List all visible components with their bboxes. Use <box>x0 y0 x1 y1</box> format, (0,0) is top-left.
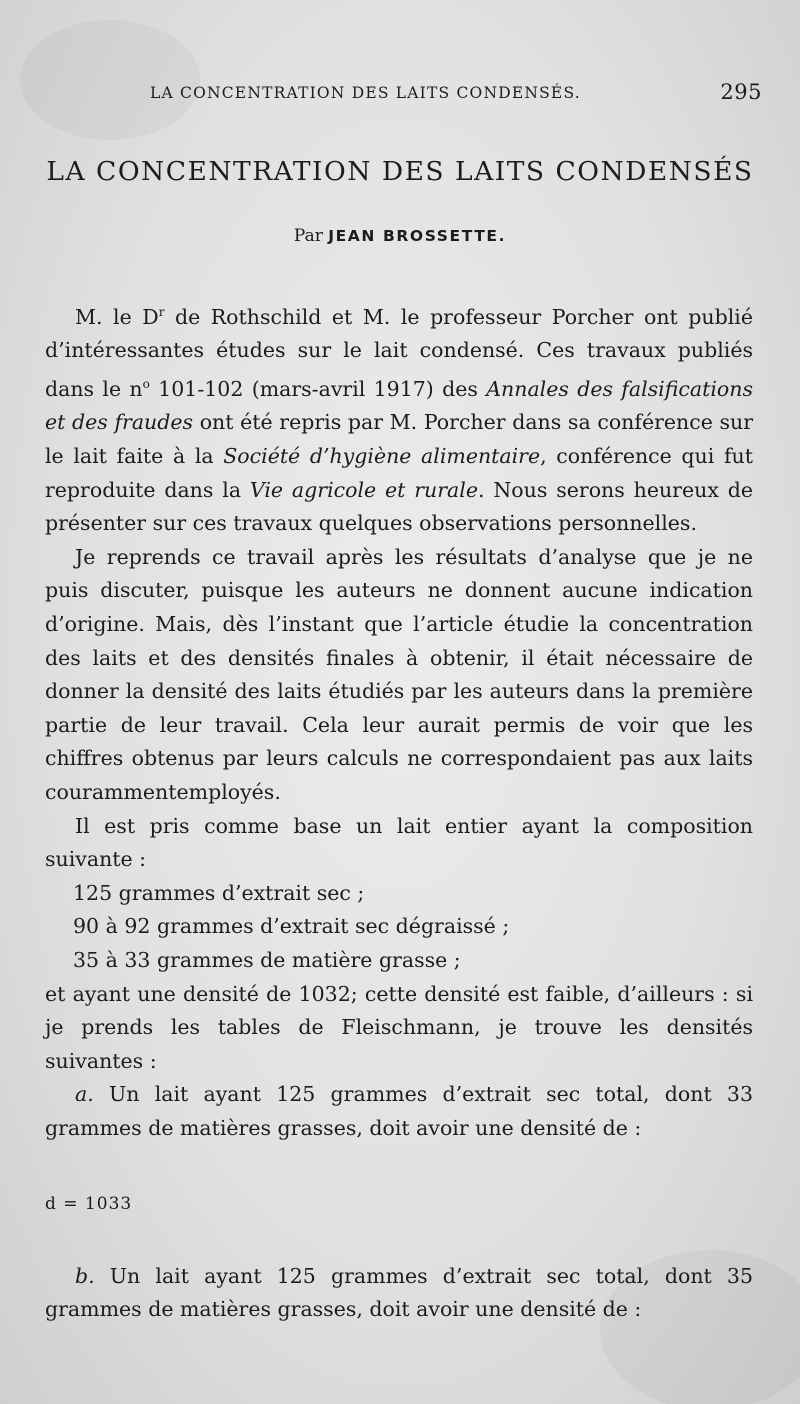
superscript: r <box>158 305 165 319</box>
text-run: , conférence qui fut reproduite dans la <box>45 444 753 502</box>
text-run: ont été repris par M. Porcher dans sa conférence sur le lait faite à la <box>45 410 754 469</box>
paragraph-2: Je reprends ce travail après les résultats d’analyse que je ne puis discuter, puisque les auteurs ne donnent aucune indication d’origine. Mais, dès l’instant que l’article étudie la concentration des laits et des densités finales à obtenir, il était nécessaire de donner la densité des laits étudiés par les auteurs dans la première partie de leur travail. Cela leur aurait permis de voir que les chiffres obtenus par leurs calculs ne correspondaient pas aux laits courammentemployés. <box>45 544 753 804</box>
byline <box>40 226 760 246</box>
superscript: o <box>142 377 150 392</box>
society-name: Société d’hygiène alimentaire <box>223 444 541 469</box>
text-run: de Rothschild et M. le professeur Porcher ont publié d’intéressantes études sur le lait condensé. Ces travaux publiés dans le n <box>45 304 753 401</box>
running-head <box>150 80 762 110</box>
publication-name: Vie agricole et rurale <box>249 477 478 502</box>
author-name: JEAN BROSSETTE. <box>328 227 507 245</box>
list-item: 90 à 92 grammes d’extrait sec dégraissé ; <box>73 914 510 939</box>
list-item: 125 grammes d’extrait sec ; <box>73 880 365 905</box>
journal-title: Annales des falsifications et des fraudes <box>45 376 753 435</box>
paragraph-1 <box>45 296 753 541</box>
byline-prefix: Par <box>293 226 323 246</box>
item-label: a. <box>75 1082 94 1107</box>
article-title: LA CONCENTRATION DES LAITS CONDENSÉS <box>46 156 754 187</box>
item-text: Un lait ayant 125 grammes d’extrait sec total, dont 33 grammes de matières grasses, doit avoir une densité de : <box>45 1082 753 1140</box>
page-number: 295 <box>720 80 762 104</box>
text-run: . Nous serons heureux de présenter sur ces travaux quelques observations personnelles. <box>45 477 754 536</box>
text-run: 101-102 (mars-avril 1917) des <box>149 376 487 401</box>
paragraph-4: et ayant une densité de 1032; cette densité est faible, d’ailleurs : si je prends les tables de Fleischmann, je trouve les densités suivantes : <box>45 981 753 1073</box>
paragraph-3: Il est pris comme base un lait entier ayant la composition suivante : <box>45 813 753 872</box>
item-label: b. <box>75 1263 95 1288</box>
paragraph-b <box>45 1260 753 1327</box>
article-body <box>45 296 753 1327</box>
paragraph-a <box>45 1078 753 1145</box>
running-head-title: LA CONCENTRATION DES LAITS CONDENSÉS. <box>150 84 581 102</box>
list-item: 35 à 33 grammes de matière grasse ; <box>73 947 461 972</box>
item-text: Un lait ayant 125 grammes d’extrait sec total, dont 35 grammes de matières grasses, doit avoir une densité de : <box>45 1263 753 1322</box>
equation: d = 1033 <box>45 1193 133 1214</box>
text-run: M. le D <box>75 304 159 329</box>
